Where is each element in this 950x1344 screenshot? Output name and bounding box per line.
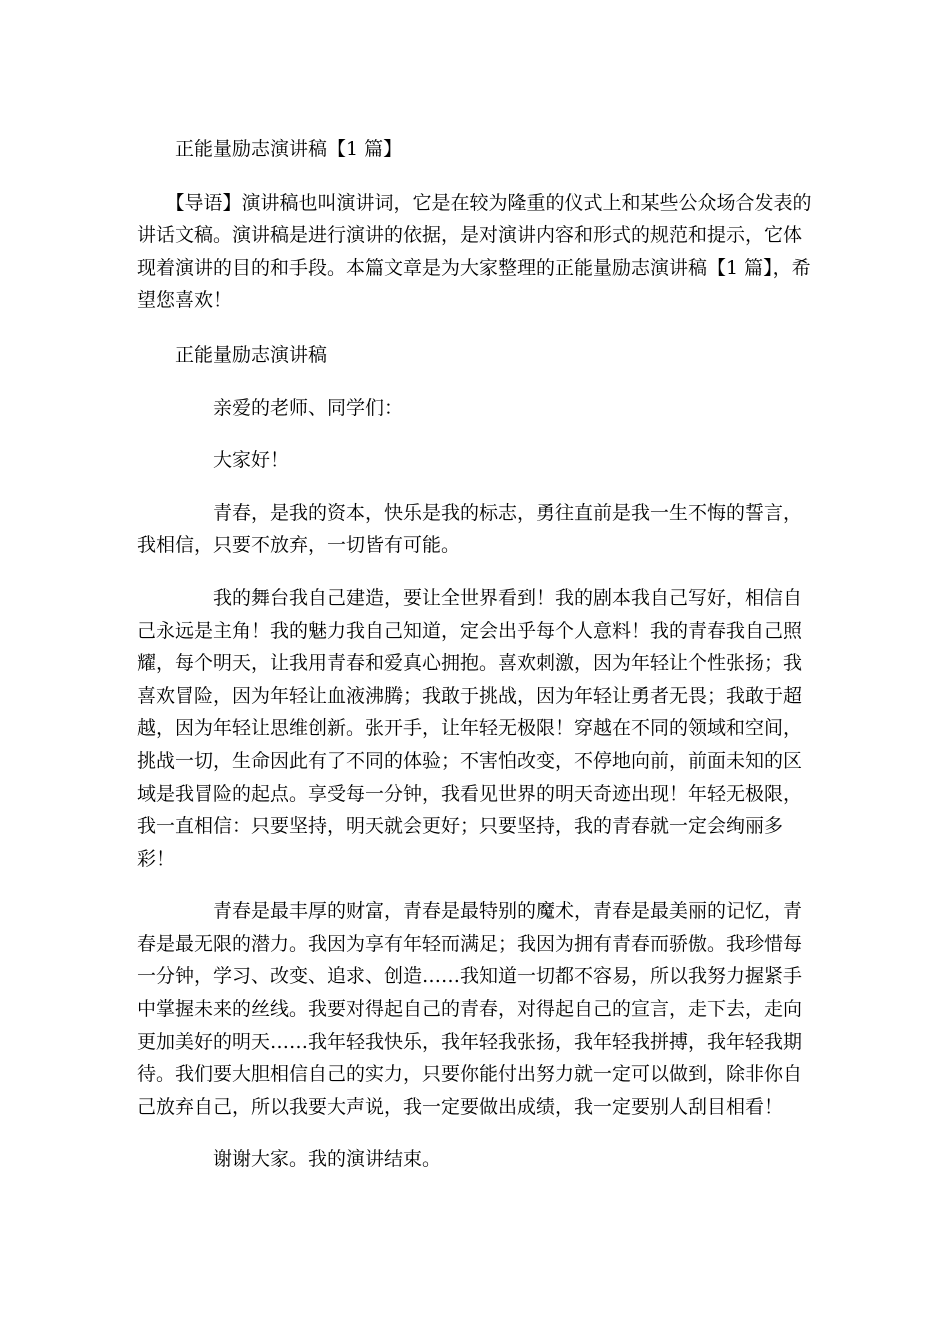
salutation: 亲爱的老师、同学们： bbox=[213, 396, 404, 419]
body-paragraph-2: 我的舞台我自己建造，要让全世界看到！我的剧本我自己写好，相信自己永远是主角！我的魅力我自己知道，定会出乎每个人意料！我的青春我自己照耀，每个明天，让我用青春和爱真心拥抱。喜欢刺激，因为年轻让个性张扬；我喜欢冒险，因为年轻让血液沸腾；我敢于挑战，因为年轻让勇者无畏；我敢于超越，因为年轻让思维创新。张开手，让年轻无极限！穿越在不同的领域和空间，挑战一切，生命因此有了不同的体验；不害怕改变，不停地向前，前面未知的区域是我冒险的起点。享受每一分钟，我看见世界的明天奇迹出现！年轻无极限，我一直相信：只要坚持，明天就会更好；只要坚持，我的青春就一定会绚丽多彩！ bbox=[137, 586, 803, 870]
body-paragraph-1: 青春，是我的资本，快乐是我的标志，勇往直前是我一生不悔的誓言，我相信，只要不放弃，一切皆有可能。 bbox=[137, 501, 803, 557]
intro-paragraph: 【导语】演讲稿也叫演讲词，它是在较为隆重的仪式上和某些公众场合发表的讲话文稿。演讲稿是进行演讲的依据，是对演讲内容和形式的规范和提示，它体现着演讲的目的和手段。本篇文章是为大家整理的正能量励志演讲稿【1 篇】，希望您喜欢！ bbox=[137, 191, 812, 312]
document-title: 正能量励志演讲稿【1 篇】 bbox=[175, 138, 403, 160]
greeting: 大家好！ bbox=[213, 449, 290, 472]
speech-title: 正能量励志演讲稿 bbox=[175, 343, 328, 366]
closing-line: 谢谢大家。我的演讲结束。 bbox=[213, 1148, 442, 1171]
document-body bbox=[137, 133, 817, 1176]
body-paragraph-3: 青春是最丰厚的财富，青春是最特别的魔术，青春是最美丽的记忆，青春是最无限的潜力。我因为享有年轻而满足；我因为拥有青春而骄傲。我珍惜每一分钟，学习、改变、追求、创造……我知道一切都不容易，所以我努力握紧手中掌握未来的丝线。我要对得起自己的青春，对得起自己的宣言，走下去，走向更加美好的明天……我年轻我快乐，我年轻我张扬，我年轻我拼搏，我年轻我期待。我们要大胆相信自己的实力，只要你能付出努力就一定可以做到，除非你自己放弃自己，所以我要大声说，我一定要做出成绩，我一定要别人刮目相看！ bbox=[137, 900, 803, 1118]
